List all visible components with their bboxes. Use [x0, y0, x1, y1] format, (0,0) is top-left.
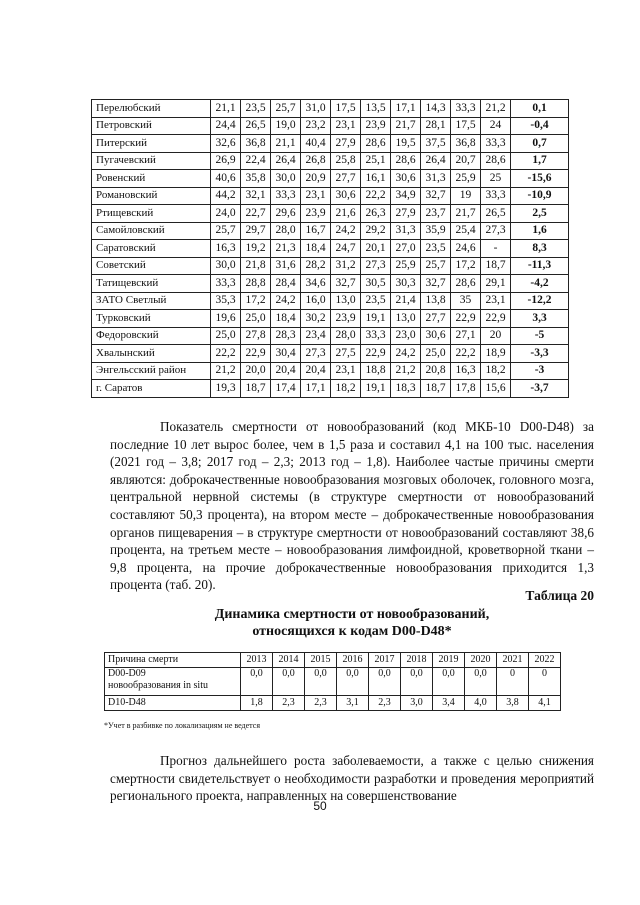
district-name: Татищевский	[92, 275, 211, 293]
district-value: 31,3	[391, 222, 421, 240]
district-value: 30,0	[211, 257, 241, 275]
district-value: 24,2	[271, 292, 301, 310]
district-mortality-table	[91, 99, 569, 398]
district-value: 18,7	[241, 380, 271, 398]
district-value: 29,6	[271, 205, 301, 223]
district-value: 17,2	[241, 292, 271, 310]
change-value: 3,3	[511, 310, 569, 328]
row-cause-code: D00-D09	[108, 668, 146, 679]
district-value: 16,7	[301, 222, 331, 240]
district-value: 29,7	[241, 222, 271, 240]
district-value: 28,6	[361, 135, 391, 153]
district-value: 26,5	[481, 205, 511, 223]
district-value: 18,7	[481, 257, 511, 275]
district-value: 33,3	[481, 187, 511, 205]
header-year: 2016	[337, 653, 369, 668]
district-name: Самойловский	[92, 222, 211, 240]
table-row	[105, 696, 561, 711]
table-row	[92, 240, 569, 258]
table-row	[92, 327, 569, 345]
district-value: 14,3	[421, 100, 451, 118]
table-row	[92, 257, 569, 275]
district-value: 20,4	[301, 362, 331, 380]
district-value: 25,7	[271, 100, 301, 118]
district-value: 27,8	[241, 327, 271, 345]
row-value: 3,4	[433, 696, 465, 711]
district-value: 44,2	[211, 187, 241, 205]
district-name: Федоровский	[92, 327, 211, 345]
district-value: 33,3	[211, 275, 241, 293]
table-row	[92, 310, 569, 328]
district-value: 25,1	[361, 152, 391, 170]
district-value: 21,6	[331, 205, 361, 223]
district-value: 29,1	[481, 275, 511, 293]
district-value: 27,0	[391, 240, 421, 258]
district-value: 27,9	[331, 135, 361, 153]
district-value: 21,3	[271, 240, 301, 258]
district-value: 16,0	[301, 292, 331, 310]
district-value: 22,4	[241, 152, 271, 170]
table-title	[110, 606, 594, 640]
district-value: 24	[481, 117, 511, 135]
neoplasm-mortality-paragraph: Показатель смертности от новообразований (код МКБ-10 D00-D48) за последние 10 лет вырос более, чем в 1,5 раза и составил 4,1 на 100 тыс. населения (2021 год – 3,8; 2017 год – 2,3; 2013 год – 1,8). Наиболее частые причины смерти являются: доброкачественные новообразования мозговых оболочек, головного мозга, центральной нервной системы (в структуре смертности от новообразований составляют 50,3 процента), на втором месте – доброкачественные новообразования органов пищеварения – в структуре смертности от новообразований составляют 38,6 процента, на третьем месте – новообразования лимфоидной, кроветворной ткани – 9,8 процента, на прочие доброкачественные новообразования приходится 1,3 процента (таб. 20).	[110, 419, 594, 593]
district-value: 27,5	[331, 345, 361, 363]
change-value: -3,7	[511, 380, 569, 398]
district-value: 19	[451, 187, 481, 205]
district-value: 19,2	[241, 240, 271, 258]
change-value: -11,3	[511, 257, 569, 275]
header-year: 2017	[369, 653, 401, 668]
district-value: 24,6	[451, 240, 481, 258]
table-row	[92, 135, 569, 153]
district-value: 34,6	[301, 275, 331, 293]
row-value: 0,0	[305, 668, 337, 696]
district-value: 21,1	[211, 100, 241, 118]
district-value: 23,2	[301, 117, 331, 135]
row-value: 0,0	[337, 668, 369, 696]
district-value: 25,7	[421, 257, 451, 275]
district-value: 25,9	[391, 257, 421, 275]
change-value: 8,3	[511, 240, 569, 258]
forecast-paragraph: Прогноз дальнейшего роста заболеваемости, а также с целью снижения смертности свидетельствует о необходимости разработки и проведения мероприятий регионального проекта, направленных на совершенствование	[110, 753, 594, 804]
district-value: 27,1	[451, 327, 481, 345]
district-value: 18,4	[301, 240, 331, 258]
district-name: Саратовский	[92, 240, 211, 258]
district-value: 21,8	[241, 257, 271, 275]
district-value: 17,1	[391, 100, 421, 118]
district-value: 40,4	[301, 135, 331, 153]
district-value: 24,2	[391, 345, 421, 363]
district-value: 18,7	[421, 380, 451, 398]
district-value: 28,3	[271, 327, 301, 345]
district-value: 20,4	[271, 362, 301, 380]
district-value: 26,9	[211, 152, 241, 170]
row-value: 0,0	[401, 668, 433, 696]
district-value: 23,7	[421, 205, 451, 223]
district-value: 28,8	[241, 275, 271, 293]
district-value: 20,1	[361, 240, 391, 258]
district-value: 17,5	[331, 100, 361, 118]
district-value: 18,2	[481, 362, 511, 380]
district-name: Советский	[92, 257, 211, 275]
district-value: 30,4	[271, 345, 301, 363]
district-value: 30,2	[301, 310, 331, 328]
district-value: 23,5	[361, 292, 391, 310]
row-value: 3,8	[497, 696, 529, 711]
district-value: 32,1	[241, 187, 271, 205]
row-value: 0,0	[465, 668, 497, 696]
district-value: 36,8	[241, 135, 271, 153]
district-value: 30,6	[421, 327, 451, 345]
table-row	[92, 275, 569, 293]
district-value: 20,0	[241, 362, 271, 380]
row-value: 0,0	[433, 668, 465, 696]
district-value: 26,5	[241, 117, 271, 135]
district-value: 24,0	[211, 205, 241, 223]
district-value: 23,9	[301, 205, 331, 223]
district-value: 28,0	[331, 327, 361, 345]
district-value: 13,8	[421, 292, 451, 310]
district-value: 25,0	[421, 345, 451, 363]
district-value: 19,5	[391, 135, 421, 153]
district-value: 26,4	[421, 152, 451, 170]
district-value: 31,6	[271, 257, 301, 275]
district-value: 17,1	[301, 380, 331, 398]
district-value: 17,2	[451, 257, 481, 275]
table-row	[92, 345, 569, 363]
district-value: 18,8	[361, 362, 391, 380]
district-value: 30,6	[331, 187, 361, 205]
district-name: Турковский	[92, 310, 211, 328]
row-value: 4,1	[529, 696, 561, 711]
table-row	[92, 170, 569, 188]
table-row	[92, 152, 569, 170]
district-value: 25,8	[331, 152, 361, 170]
district-value: 25,7	[211, 222, 241, 240]
table-row	[92, 380, 569, 398]
table-footnote: *Учет в разбивке по локализациям не ведется	[104, 721, 260, 730]
header-year: 2019	[433, 653, 465, 668]
table-label: Таблица 20	[525, 588, 594, 603]
district-value: 16,3	[451, 362, 481, 380]
change-value: 1,7	[511, 152, 569, 170]
change-value: 0,7	[511, 135, 569, 153]
district-value: 21,7	[451, 205, 481, 223]
district-value: 25	[481, 170, 511, 188]
district-name: ЗАТО Светлый	[92, 292, 211, 310]
district-value: 23,1	[331, 117, 361, 135]
district-value: 21,7	[391, 117, 421, 135]
district-value: 26,3	[361, 205, 391, 223]
district-value: 17,8	[451, 380, 481, 398]
district-value: 18,9	[481, 345, 511, 363]
district-value: 17,5	[451, 117, 481, 135]
district-value: 28,0	[271, 222, 301, 240]
district-value: 22,9	[451, 310, 481, 328]
district-value: 35,3	[211, 292, 241, 310]
change-value: -5	[511, 327, 569, 345]
district-value: 19,1	[361, 380, 391, 398]
change-value: 0,1	[511, 100, 569, 118]
district-value: 28,6	[451, 275, 481, 293]
district-value: 31,3	[421, 170, 451, 188]
table-row	[92, 205, 569, 223]
district-value: 23,9	[361, 117, 391, 135]
row-value: 0	[529, 668, 561, 696]
district-value: 20,8	[421, 362, 451, 380]
row-value: 0,0	[273, 668, 305, 696]
district-value: 19,6	[211, 310, 241, 328]
table-row	[92, 292, 569, 310]
district-name: г. Саратов	[92, 380, 211, 398]
row-value: 2,3	[305, 696, 337, 711]
district-value: 31,0	[301, 100, 331, 118]
district-value: 20	[481, 327, 511, 345]
district-value: 30,0	[271, 170, 301, 188]
change-value: -12,2	[511, 292, 569, 310]
district-value: 22,2	[361, 187, 391, 205]
district-value: 32,7	[331, 275, 361, 293]
change-value: -15,6	[511, 170, 569, 188]
district-value: 23,5	[421, 240, 451, 258]
change-value: -3	[511, 362, 569, 380]
header-year: 2018	[401, 653, 433, 668]
district-name: Пугачевский	[92, 152, 211, 170]
table-row	[105, 668, 561, 696]
header-year: 2020	[465, 653, 497, 668]
district-value: 24,4	[211, 117, 241, 135]
district-value: 25,0	[211, 327, 241, 345]
district-value: 16,1	[361, 170, 391, 188]
district-value: 22,2	[211, 345, 241, 363]
district-value: 19,0	[271, 117, 301, 135]
district-value: 35,9	[421, 222, 451, 240]
district-value: 22,9	[241, 345, 271, 363]
district-name: Питерский	[92, 135, 211, 153]
row-value: 2,3	[369, 696, 401, 711]
header-year: 2022	[529, 653, 561, 668]
district-value: 35	[451, 292, 481, 310]
row-value: 0	[497, 668, 529, 696]
district-value: 18,4	[271, 310, 301, 328]
change-value: 1,6	[511, 222, 569, 240]
table-row	[92, 100, 569, 118]
district-value: 23,0	[391, 327, 421, 345]
district-value: 13,0	[331, 292, 361, 310]
district-value: 27,3	[361, 257, 391, 275]
district-value: 24,2	[331, 222, 361, 240]
table-row	[92, 117, 569, 135]
district-name: Романовский	[92, 187, 211, 205]
district-value: 25,0	[241, 310, 271, 328]
district-name: Энгельсский район	[92, 362, 211, 380]
page-number: 50	[313, 799, 327, 813]
district-value: 36,8	[451, 135, 481, 153]
row-value: 4,0	[465, 696, 497, 711]
district-value: 22,7	[241, 205, 271, 223]
row-cause	[105, 668, 241, 696]
district-value: 18,3	[391, 380, 421, 398]
row-cause-description: новообразования in situ	[108, 679, 208, 691]
district-name: Ровенский	[92, 170, 211, 188]
district-value: 27,7	[331, 170, 361, 188]
district-name: Перелюбский	[92, 100, 211, 118]
district-value: 28,4	[271, 275, 301, 293]
district-value: 24,7	[331, 240, 361, 258]
district-value: 28,6	[481, 152, 511, 170]
district-value: 37,5	[421, 135, 451, 153]
district-value: -	[481, 240, 511, 258]
district-value: 20,7	[451, 152, 481, 170]
district-value: 23,1	[481, 292, 511, 310]
district-value: 16,3	[211, 240, 241, 258]
district-value: 27,3	[301, 345, 331, 363]
district-value: 23,1	[301, 187, 331, 205]
district-value: 13,0	[391, 310, 421, 328]
district-value: 21,2	[481, 100, 511, 118]
district-value: 18,2	[331, 380, 361, 398]
district-value: 20,9	[301, 170, 331, 188]
table-header-row	[105, 653, 561, 668]
district-value: 28,6	[391, 152, 421, 170]
change-value: -0,4	[511, 117, 569, 135]
district-value: 22,9	[481, 310, 511, 328]
district-value: 32,6	[211, 135, 241, 153]
district-value: 17,4	[271, 380, 301, 398]
district-value: 32,7	[421, 187, 451, 205]
district-value: 21,2	[391, 362, 421, 380]
district-value: 19,3	[211, 380, 241, 398]
row-value: 0,0	[369, 668, 401, 696]
district-value: 33,3	[481, 135, 511, 153]
district-value: 23,9	[331, 310, 361, 328]
table-row	[92, 222, 569, 240]
district-value: 23,5	[241, 100, 271, 118]
district-value: 31,2	[331, 257, 361, 275]
neoplasm-mortality-table	[104, 652, 561, 711]
change-value: -10,9	[511, 187, 569, 205]
district-value: 34,9	[391, 187, 421, 205]
district-value: 25,9	[451, 170, 481, 188]
change-value: 2,5	[511, 205, 569, 223]
district-value: 30,5	[361, 275, 391, 293]
district-value: 28,1	[421, 117, 451, 135]
district-value: 13,5	[361, 100, 391, 118]
district-value: 26,4	[271, 152, 301, 170]
change-value: -3,3	[511, 345, 569, 363]
district-value: 35,8	[241, 170, 271, 188]
district-value: 23,1	[331, 362, 361, 380]
row-cause-code: D10-D48	[105, 696, 241, 711]
header-year: 2015	[305, 653, 337, 668]
district-value: 22,9	[361, 345, 391, 363]
row-value: 3,1	[337, 696, 369, 711]
row-value: 1,8	[241, 696, 273, 711]
district-value: 28,2	[301, 257, 331, 275]
table-title-line-1: Динамика смертности от новообразований,	[214, 607, 490, 622]
district-value: 33,3	[271, 187, 301, 205]
district-value: 33,3	[361, 327, 391, 345]
header-year: 2013	[241, 653, 273, 668]
district-value: 33,3	[451, 100, 481, 118]
district-value: 29,2	[361, 222, 391, 240]
district-value: 30,3	[391, 275, 421, 293]
district-value: 27,9	[391, 205, 421, 223]
table-row	[92, 187, 569, 205]
district-value: 27,7	[421, 310, 451, 328]
district-value: 40,6	[211, 170, 241, 188]
district-value: 23,4	[301, 327, 331, 345]
district-value: 25,4	[451, 222, 481, 240]
district-value: 30,6	[391, 170, 421, 188]
district-value: 32,7	[421, 275, 451, 293]
change-value: -4,2	[511, 275, 569, 293]
row-value: 3,0	[401, 696, 433, 711]
district-value: 15,6	[481, 380, 511, 398]
table-row	[92, 362, 569, 380]
district-value: 21,1	[271, 135, 301, 153]
district-value: 21,4	[391, 292, 421, 310]
header-year: 2014	[273, 653, 305, 668]
district-value: 19,1	[361, 310, 391, 328]
row-value: 0,0	[241, 668, 273, 696]
district-value: 27,3	[481, 222, 511, 240]
district-name: Петровский	[92, 117, 211, 135]
district-value: 22,2	[451, 345, 481, 363]
header-cause: Причина смерти	[105, 653, 241, 668]
district-name: Хвалынский	[92, 345, 211, 363]
district-name: Ртищевский	[92, 205, 211, 223]
row-value: 2,3	[273, 696, 305, 711]
table-title-line-2: относящихся к кодам D00-D48*	[252, 624, 452, 639]
header-year: 2021	[497, 653, 529, 668]
district-value: 21,2	[211, 362, 241, 380]
district-value: 26,8	[301, 152, 331, 170]
